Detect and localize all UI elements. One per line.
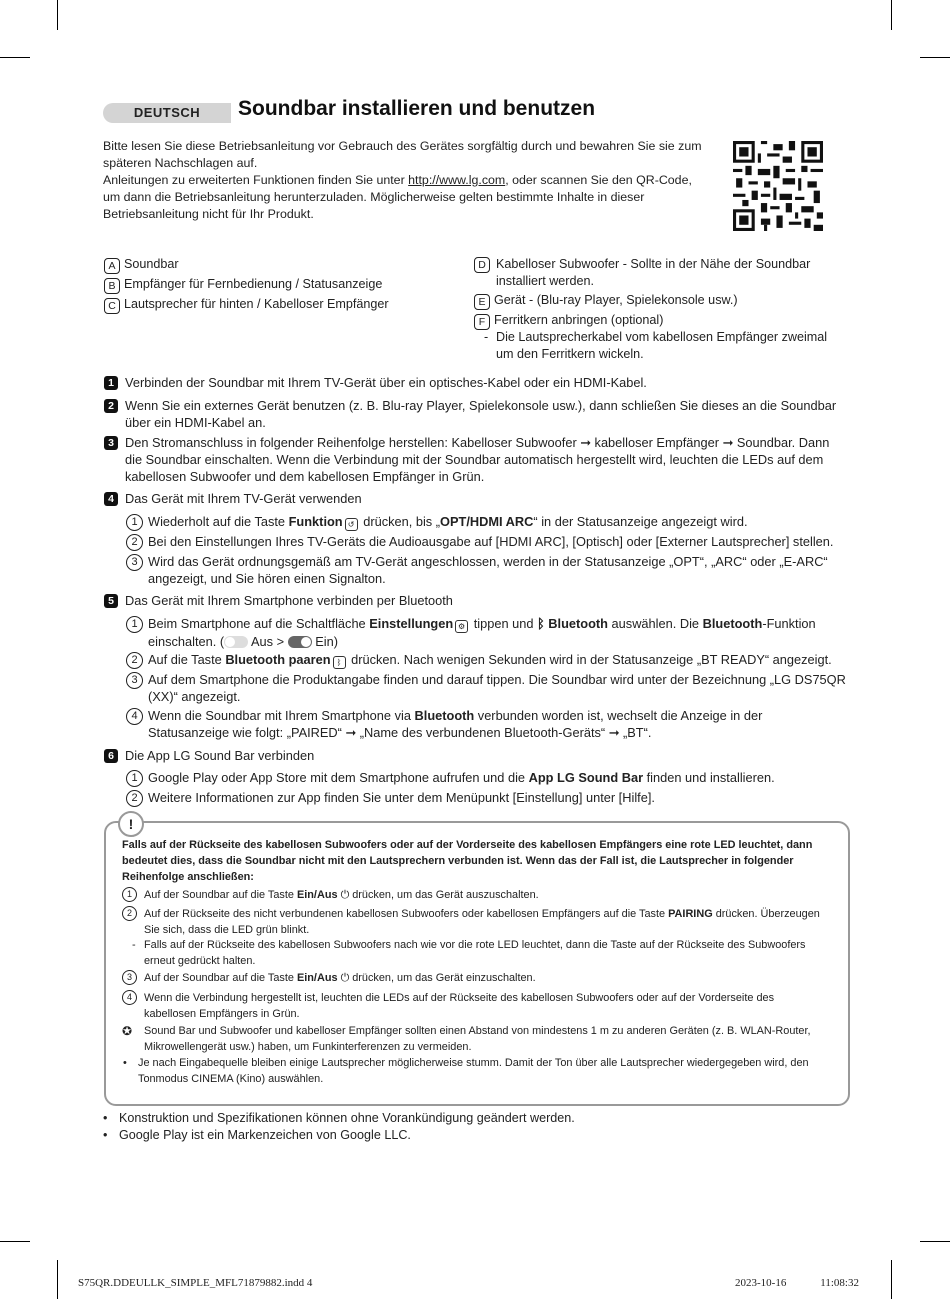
note-number-icon: 2 [122,906,137,921]
substep-number-icon: 3 [126,554,143,571]
step-number-icon: 2 [104,399,118,413]
power-icon: ⏻ [340,889,350,901]
note-item-4: 4 Wenn die Verbindung hergestellt ist, leuchten die LEDs auf der Rückseite des kabellosen Subwoofers oder auf der Vorderseite des kabellosen Empfängers in Grün. [122,990,822,1022]
step-5-2: 2 Auf die Taste Bluetooth paaren ᛒ drücken. Nach wenigen Sekunden wird in der Statusanzeige „BT READY“ angezeigt. [126,651,846,669]
substep-number-icon: 1 [126,514,143,531]
crop-mark [0,57,30,58]
step-4: 4 Das Gerät mit Ihrem TV-Gerät verwenden [104,490,362,507]
label-e-icon: E [474,294,490,310]
print-timestamp: 2023-10-16      11:08:32 [735,1277,859,1289]
note-item-2-sub: - Falls auf der Rückseite des kabellosen Subwoofers nach wie vor die rote LED leuchtet, dann die Taste auf der Rückseite des Subwoofers erneut gedrückt halten. [132,939,806,967]
step-3: 3 Den Stromanschluss in folgender Reihenfolge herstellen: Kabelloser Subwoofer ➞ kabelloser Empfänger ➞ Soundbar. Dann die Soundbar einschalten. Wenn die Verbindung mit der Soundbar automatisch hergestellt wird, leuchten die LEDs auf dem kabellosen Subwoofer und dem kabellosen Empfänger in Grün. [104,434,849,485]
toggle-on-icon [288,636,312,648]
step-5-4: 4 Wenn die Soundbar mit Ihrem Smartphone via Bluetooth verbunden worden ist, wechselt die Anzeige in der Statusanzeige wie folgt: „PAIRED“ ➞ „Name des verbundenen Bluetooth-Geräts“ ➞ „BT“. [126,707,846,741]
crop-mark [920,1241,950,1242]
part-c: C Lautsprecher für hinten / Kabelloser Empfänger [104,296,389,314]
page-title: Soundbar installieren und benutzen [238,97,596,120]
lg-link[interactable]: http://www.lg.com [408,173,506,187]
crop-mark [57,1260,58,1299]
substep-number-icon: 2 [126,534,143,551]
toggle-off-icon [224,636,248,648]
qr-code-icon [733,141,823,231]
part-d: D Kabelloser Subwoofer - Sollte in der Nähe der Soundbar installiert werden. [474,256,824,290]
label-f-icon: F [474,314,490,330]
label-b-icon: B [104,278,120,294]
note-number-icon: 4 [122,990,137,1005]
step-5-1: 1 Beim Smartphone auf die Schaltfläche Einstellungen ⚙ tippen und ᛒ Bluetooth auswählen. Die Bluetooth-Funktion einschalten. ( Aus > Ein) [126,615,846,650]
step-number-icon: 4 [104,492,118,506]
part-a: A Soundbar [104,256,179,274]
note-item-3: 3 Auf der Soundbar auf die Taste Ein/Aus ⏻ drücken, um das Gerät einzuschalten. [122,970,822,986]
note-intro: Falls auf der Rückseite des kabellosen Subwoofers oder auf der Vorderseite des kabellosen Empfängers eine rote LED leuchtet, dann bedeutet dies, dass die Soundbar nicht mit den Lautsprechern verbunden ist. Wenn das der Fall ist, die Lautsprecher in folgender Reihenfolge anschließen: [122,839,813,883]
step-6: 6 Die App LG Sound Bar verbinden [104,747,314,764]
substep-number-icon: 1 [126,616,143,633]
intro-text: Bitte lesen Sie diese Betriebsanleitung vor Gebrauch des Gerätes sorgfältig durch und bewahren Sie sie zum späteren Nachschlagen auf. Anleitungen zu erweiterten Funktionen finden Sie unter http://www.lg.com, oder scannen Sie den QR-Code, um dann die Betriebsanleitung herunterzuladen. Möglicherweise gelten bestimmte Inhalte in dieser Betriebsanleitung nicht für Ihr Produkt. [103,139,702,221]
part-b: B Empfänger für Fernbedienung / Statusanzeige [104,276,382,294]
label-c-icon: C [104,298,120,314]
function-button-icon: ↺ [345,518,358,531]
caution-icon: ✪ [122,1024,133,1038]
part-f-note: - Die Lautsprecherkabel vom kabellosen Empfänger zweimal um den Ferritkern wickeln. [484,330,828,361]
bluetooth-icon: ᛒ [537,616,545,631]
substep-number-icon: 2 [126,652,143,669]
part-f: F Ferritkern anbringen (optional) [474,312,663,330]
language-tab: DEUTSCH [103,103,231,123]
crop-mark [920,57,950,58]
power-icon: ⏻ [340,972,350,984]
step-5-3: 3 Auf dem Smartphone die Produktangabe finden und darauf tippen. Die Soundbar wird unter der Bezeichnung „LG DS75QR (XX)“ angezeigt. [126,671,846,705]
bluetooth-button-icon: ᛒ [333,656,346,669]
note-number-icon: 1 [122,887,137,902]
step-number-icon: 1 [104,376,118,390]
note-caution: ✪ Sound Bar und Subwoofer und kabelloser Empfänger sollten einen Abstand von mindestens 1 m zu anderen Geräten (z. B. WLAN-Router, Mikrowellengerät usw.) haben, um Funkinterferenzen zu vermeiden. [122,1024,811,1053]
step-1: 1 Verbinden der Soundbar mit Ihrem TV-Gerät über ein optisches-Kabel oder ein HDMI-Kabel. [104,374,844,391]
step-4-2: 2 Bei den Einstellungen Ihres TV-Geräts die Audioausgabe auf [HDMI ARC], [Optisch] oder [Externer Lautsprecher] stellen. [126,533,846,550]
settings-gear-icon: ⚙ [455,620,468,633]
note-bullet: • Je nach Eingabequelle bleiben einige Lautsprecher möglicherweise stumm. Damit der Ton über alle Lautsprecher wiedergegeben wird, den Tonmodus CINEMA (Kino) auswählen. [123,1057,809,1085]
crop-mark [891,1260,892,1299]
note-number-icon: 3 [122,970,137,985]
step-2: 2 Wenn Sie ein externes Gerät benutzen (z. B. Blu-ray Player, Spielekonsole usw.), dann schließen Sie dieses an die Soundbar über ein HDMI-Kabel an. [104,397,849,431]
print-file-name: S75QR.DDEULLK_SIMPLE_MFL71879882.indd 4 [78,1277,313,1289]
footer-note: • Konstruktion und Spezifikationen können ohne Vorankündigung geändert werden. [103,1111,575,1125]
step-6-2: 2 Weitere Informationen zur App finden Sie unter dem Menüpunkt [Einstellung] unter [Hilfe]. [126,789,846,806]
warning-icon: ! [118,811,144,837]
crop-mark [57,0,58,30]
part-e: E Gerät - (Blu-ray Player, Spielekonsole usw.) [474,292,738,310]
substep-number-icon: 1 [126,770,143,787]
step-number-icon: 5 [104,594,118,608]
step-number-icon: 6 [104,749,118,763]
label-d-icon: D [474,257,490,273]
footer-note: • Google Play ist ein Markenzeichen von Google LLC. [103,1128,411,1142]
step-5: 5 Das Gerät mit Ihrem Smartphone verbinden per Bluetooth [104,592,453,609]
substep-number-icon: 4 [126,708,143,725]
label-a-icon: A [104,258,120,274]
step-number-icon: 3 [104,436,118,450]
crop-mark [0,1241,30,1242]
crop-mark [891,0,892,30]
step-6-1: 1 Google Play oder App Store mit dem Smartphone aufrufen und die App LG Sound Bar finden und installieren. [126,769,846,786]
substep-number-icon: 3 [126,672,143,689]
note-item-1: 1 Auf der Soundbar auf die Taste Ein/Aus ⏻ drücken, um das Gerät auszuschalten. [122,887,822,903]
substep-number-icon: 2 [126,790,143,807]
step-4-1: 1 Wiederholt auf die Taste Funktion ↺ drücken, bis „OPT/HDMI ARC“ in der Statusanzeige angezeigt wird. [126,513,846,531]
note-item-2: 2 Auf der Rückseite des nicht verbundenen kabellosen Subwoofers oder kabellosen Empfängers auf die Taste PAIRING drücken. Überzeugen Sie sich, dass die LED grün blinkt. [122,906,822,938]
step-4-3: 3 Wird das Gerät ordnungsgemäß am TV-Gerät angeschlossen, werden in der Statusanzeige „OPT“, „ARC“ oder „E-ARC“ angezeigt, und Sie hören einen Signalton. [126,553,846,587]
